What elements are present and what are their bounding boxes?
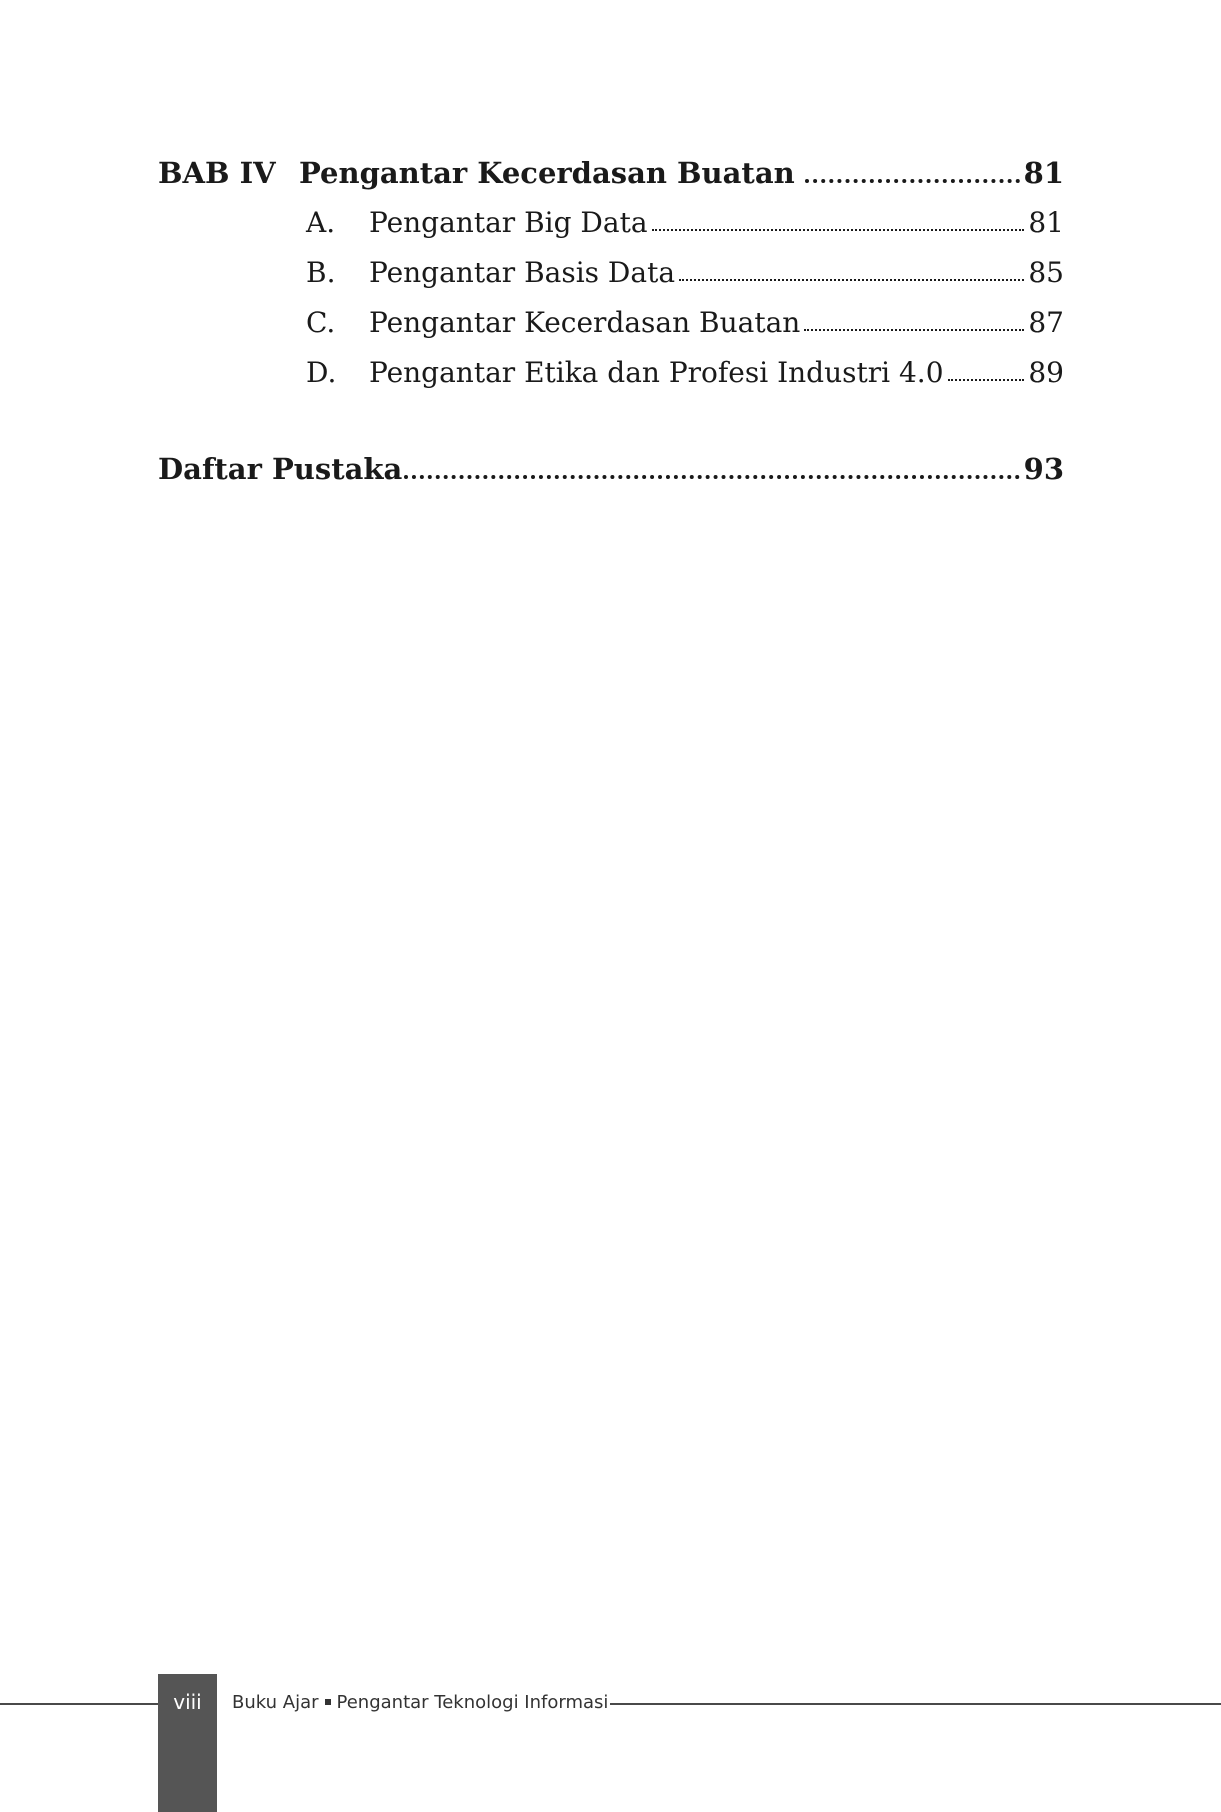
bibliography-title: Daftar Pustaka [158,452,403,486]
section-title: Pengantar Big Data [369,206,648,239]
footer-page-number: viii [173,1690,202,1714]
section-letter: A. [306,206,336,239]
footer-book-title: Pengantar Teknologi Informasi [336,1692,609,1713]
section-page-number: 85 [1028,256,1064,289]
section-letter: C. [306,306,336,339]
section-title: Pengantar Kecerdasan Buatan [369,306,801,339]
section-letter: D. [306,356,337,389]
dot-leader [404,475,1019,479]
toc-section-entry[interactable] [306,356,1064,389]
dot-leader [805,179,1020,183]
section-title: Pengantar Etika dan Profesi Industri 4.0 [369,356,944,389]
dot-leader [804,329,1024,331]
section-page-number: 87 [1028,306,1064,339]
footer-rule-left [0,1703,158,1705]
footer-book-label: Buku Ajar [232,1692,319,1713]
section-letter: B. [306,256,336,289]
toc-section-entry[interactable] [306,306,1064,339]
toc-section-entry[interactable] [306,206,1064,239]
section-page-number: 81 [1028,206,1064,239]
footer-rule-right [610,1703,1221,1705]
toc-section-entry[interactable] [306,256,1064,289]
chapter-number: BAB IV [158,156,276,190]
toc-chapter-entry[interactable] [158,156,1064,190]
bibliography-page-number: 93 [1023,452,1064,486]
toc-bibliography-entry[interactable] [158,452,1064,486]
chapter-page-number: 81 [1023,156,1064,190]
section-title: Pengantar Basis Data [369,256,676,289]
section-page-number: 89 [1028,356,1064,389]
footer-running-title [232,1692,608,1713]
dot-leader [948,379,1025,381]
dot-leader [679,279,1024,281]
bullet-separator-icon [325,1699,331,1705]
dot-leader [652,229,1025,231]
chapter-title: Pengantar Kecerdasan Buatan [299,156,795,190]
